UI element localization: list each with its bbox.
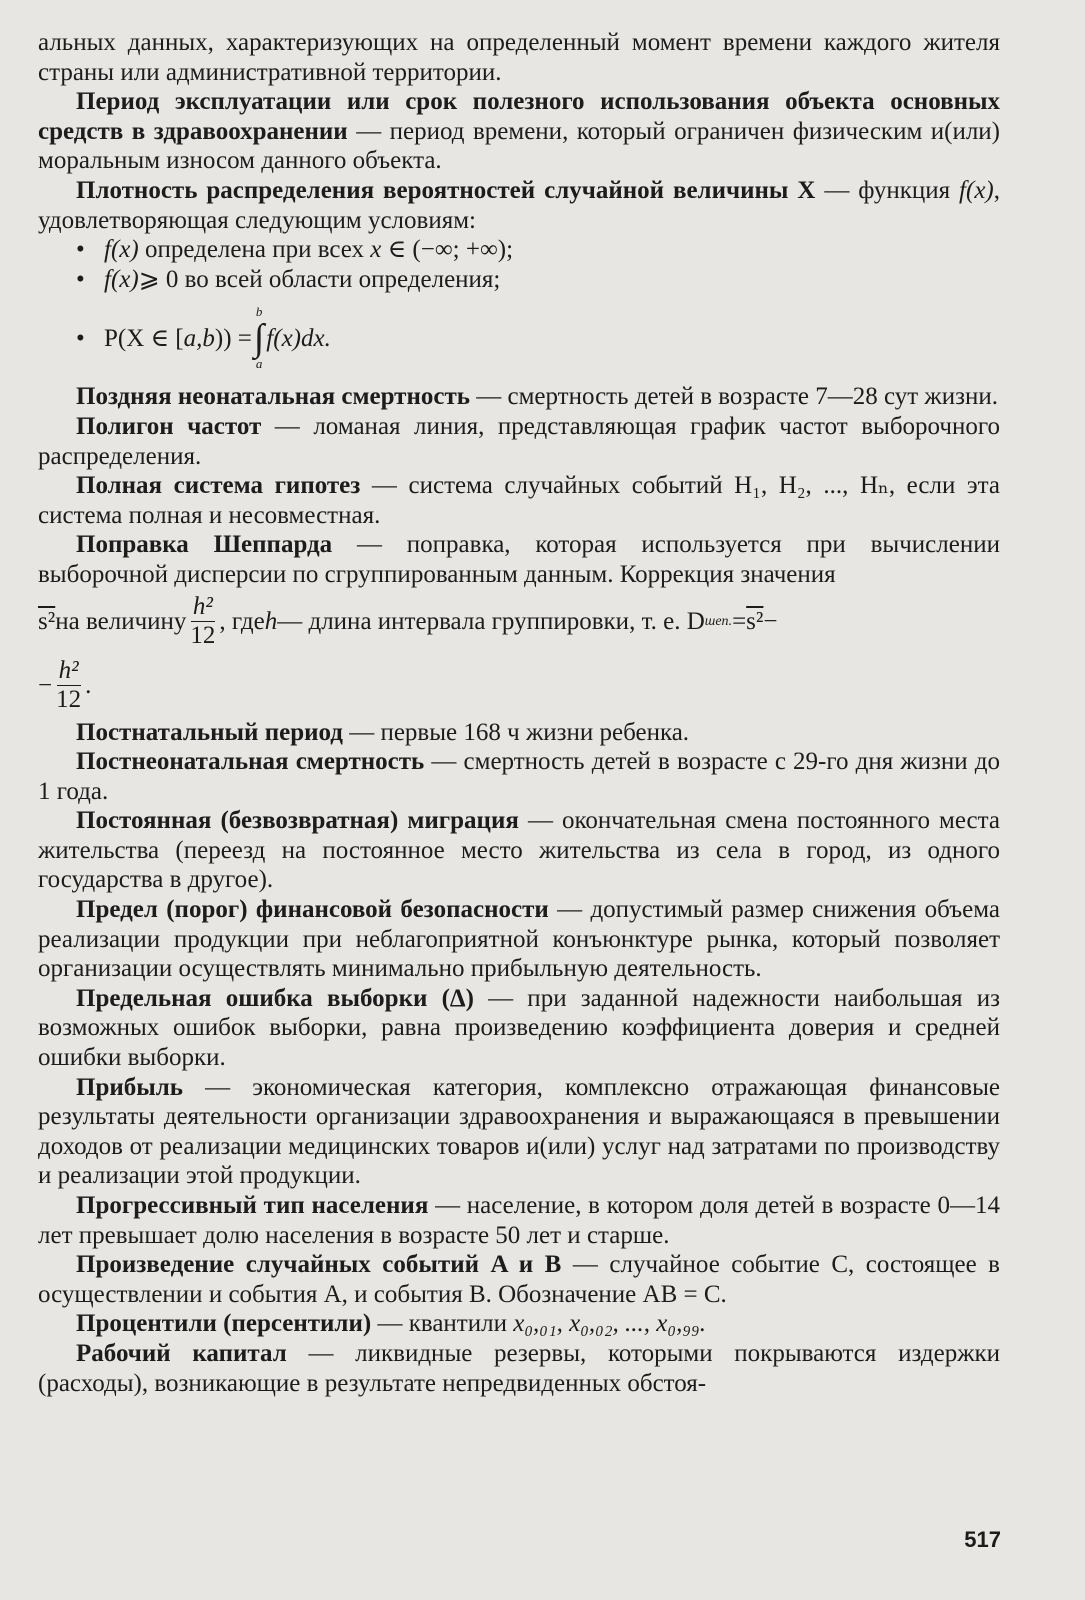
entry-term: Постоянная (безвозвратная) миграция — [76, 807, 519, 835]
entry-definition: — ликвидные резервы, которыми покрываются издержки (расходы), возникающие в результате непредвиденных обстоя- — [38, 1339, 1000, 1397]
entry-percentiles — [38, 1309, 1000, 1339]
entry-progressive-population — [38, 1191, 1000, 1250]
entry-definition: — первые 168 ч жизни ребенка. — [342, 718, 690, 746]
page-number: 517 — [964, 1527, 1001, 1552]
entry-definition: — ломаная линия, представляющая график частот выборочного распределения. — [38, 412, 1000, 470]
formula-fx: f(x) — [104, 236, 139, 264]
entry-sheppard-correction — [38, 530, 1000, 589]
entry-term: Плотность распределения вероятностей случайной величины X — [76, 176, 816, 204]
formula-part: P(X ∈ [ — [104, 324, 184, 352]
entry-term: Прогрессивный тип населения — [76, 1192, 429, 1219]
formula-text: − — [763, 607, 778, 635]
entry-term: Поправка Шеппарда — [76, 531, 333, 559]
entry-late-neonatal-mortality — [38, 382, 1000, 412]
entry-definition: — функция — [815, 176, 960, 204]
entry-product-of-events — [38, 1250, 1000, 1309]
formula-text: . — [85, 671, 92, 699]
condition-item — [76, 235, 1000, 265]
formula-fx: f(x) — [104, 265, 139, 293]
entry-definition: — смертность детей в возрасте с 29-го дня жизни до 1 года. — [38, 748, 1001, 805]
fraction-h2-12 — [190, 593, 215, 650]
entry-term: Поздняя неонатальная смертность — [76, 383, 470, 411]
formula-text: , где — [219, 607, 265, 635]
formula-part: )) = — [214, 324, 252, 352]
formula-text: = — [732, 607, 747, 635]
entry-probability-density — [38, 176, 1000, 235]
entry-term: Постнеонатальная смертность — [76, 748, 425, 776]
entry-postneonatal-mortality — [38, 747, 1000, 806]
entry-postnatal-period — [38, 718, 1000, 748]
entry-service-life — [38, 87, 1000, 176]
entry-definition: — окончательная смена постоянного места жительства (переезд на постоянное место жительства из села в город, из одного государства в другое). — [38, 807, 1000, 894]
entry-definition: — при заданной надежности наибольшая из возможных ошибок выборки, равна произведению коэффициента доверия и средней ошибки выборки. — [38, 984, 1000, 1072]
entry-definition: — население, в котором доля детей в возрасте 0—14 лет превышает долю населения в возрасте 50 лет и старше. — [38, 1192, 1000, 1249]
density-conditions-list — [38, 235, 1000, 294]
entry-term: Период эксплуатации или срок полезного использования объекта основных средств в здравоохранении — [38, 88, 1000, 145]
fraction-denominator: 12 — [56, 686, 82, 713]
entry-definition: — квантили — [371, 1310, 514, 1338]
entry-complete-hypotheses — [38, 471, 1000, 530]
entry-term: Процентили (персентили) — [76, 1310, 372, 1338]
entry-frequency-polygon — [38, 412, 1000, 471]
integral-upper-limit: b — [255, 304, 263, 320]
condition-text: определена при всех — [138, 236, 371, 264]
formula-part: f(x)dx. — [266, 324, 331, 352]
entry-term: Предел (порог) финансовой безопасности — [76, 896, 549, 924]
fraction-numerator: h² — [58, 657, 79, 684]
entry-marginal-sampling-error — [38, 984, 1000, 1073]
formula-fx: f(x) — [959, 176, 994, 204]
integral-symbol: ∫ — [253, 317, 265, 360]
fraction-h2-12 — [56, 657, 81, 714]
formula-subscript: шеп. — [704, 613, 733, 629]
integral-sign — [254, 305, 264, 371]
page-content — [38, 28, 1000, 1398]
condition-text: ∈ (−∞; +∞); — [381, 236, 514, 264]
entry-continuation — [38, 28, 1000, 87]
formula-x: x — [370, 236, 382, 264]
formula-part: a,b — [183, 324, 215, 352]
condition-integral — [38, 294, 1000, 382]
entry-term: Прибыль — [76, 1073, 184, 1101]
entry-term: Рабочий капитал — [76, 1339, 287, 1367]
condition-text: ⩾ 0 во всей области определения; — [138, 265, 501, 293]
entry-definition: — экономическая категория, комплексно отражающая финансовые результаты деятельности организации здравоохранения и выражающаяся в превышении доходов от реализации медицинских товаров и(или) услуг над затратами по производству и реализации этой продукции. — [38, 1073, 1000, 1190]
entry-text: альных данных, характеризующих на определенный момент времени каждого жителя страны или административной территории. — [38, 29, 1000, 86]
entry-financial-safety-threshold — [38, 895, 1000, 984]
entry-term: Постнатальный период — [76, 718, 343, 746]
entry-definition-tail: , удовлетворяющая следующим условиям: — [38, 176, 1000, 234]
entry-term: Полная система гипотез — [76, 472, 361, 500]
integral-lower-limit: a — [255, 356, 263, 372]
entry-definition: — допустимый размер снижения объема реализации продукции при неблагоприятной конъюнктуре рынка, который позволяет организации осуществлять минимально прибыльную деятельность. — [38, 896, 1000, 983]
formula-text: − — [38, 671, 53, 699]
sheppard-formula-line-2 — [38, 654, 1000, 718]
entry-term: Полигон частот — [76, 412, 262, 440]
entry-working-capital — [38, 1339, 1000, 1398]
formula-s2: s² — [746, 607, 764, 635]
formula-text: — длина интервала группировки, т. е. D — [277, 607, 705, 635]
entry-profit — [38, 1073, 1000, 1191]
sheppard-formula-line-1 — [38, 590, 1000, 654]
formula-s2: s² — [38, 607, 56, 635]
condition-item — [76, 265, 1000, 295]
entry-term: Предельная ошибка выборки (Δ) — [76, 984, 474, 1012]
entry-definition: — поправка, которая используется при вычислении выборочной дисперсии по сгруппированным данным. Коррекция значения — [38, 531, 1000, 588]
fraction-numerator: h² — [192, 593, 213, 620]
formula-text: на величину — [55, 607, 187, 635]
fraction-denominator: 12 — [190, 622, 216, 649]
bullet-dot: • — [76, 324, 85, 352]
entry-definition: — смертность детей в возрасте 7—28 сут жизни. — [469, 383, 998, 411]
entry-definition: — система случайных событий H₁, H₂, ..., Hₙ, если эта система полная и несовместная. — [38, 472, 1000, 529]
entry-permanent-migration — [38, 806, 1000, 895]
formula-h: h — [264, 607, 278, 635]
entry-definition: — случайное событие C, состоящее в осуществлении и события A, и события B. Обозначение AB = C. — [38, 1251, 1000, 1308]
entry-term: Произведение случайных событий A и B — [76, 1251, 562, 1279]
formula-quantiles: x₀,₀₁, x₀,₀₂, ..., x₀,₉₉. — [513, 1310, 706, 1338]
entry-definition: — период времени, который ограничен физическим и(или) моральным износом данного объекта. — [38, 117, 1001, 175]
